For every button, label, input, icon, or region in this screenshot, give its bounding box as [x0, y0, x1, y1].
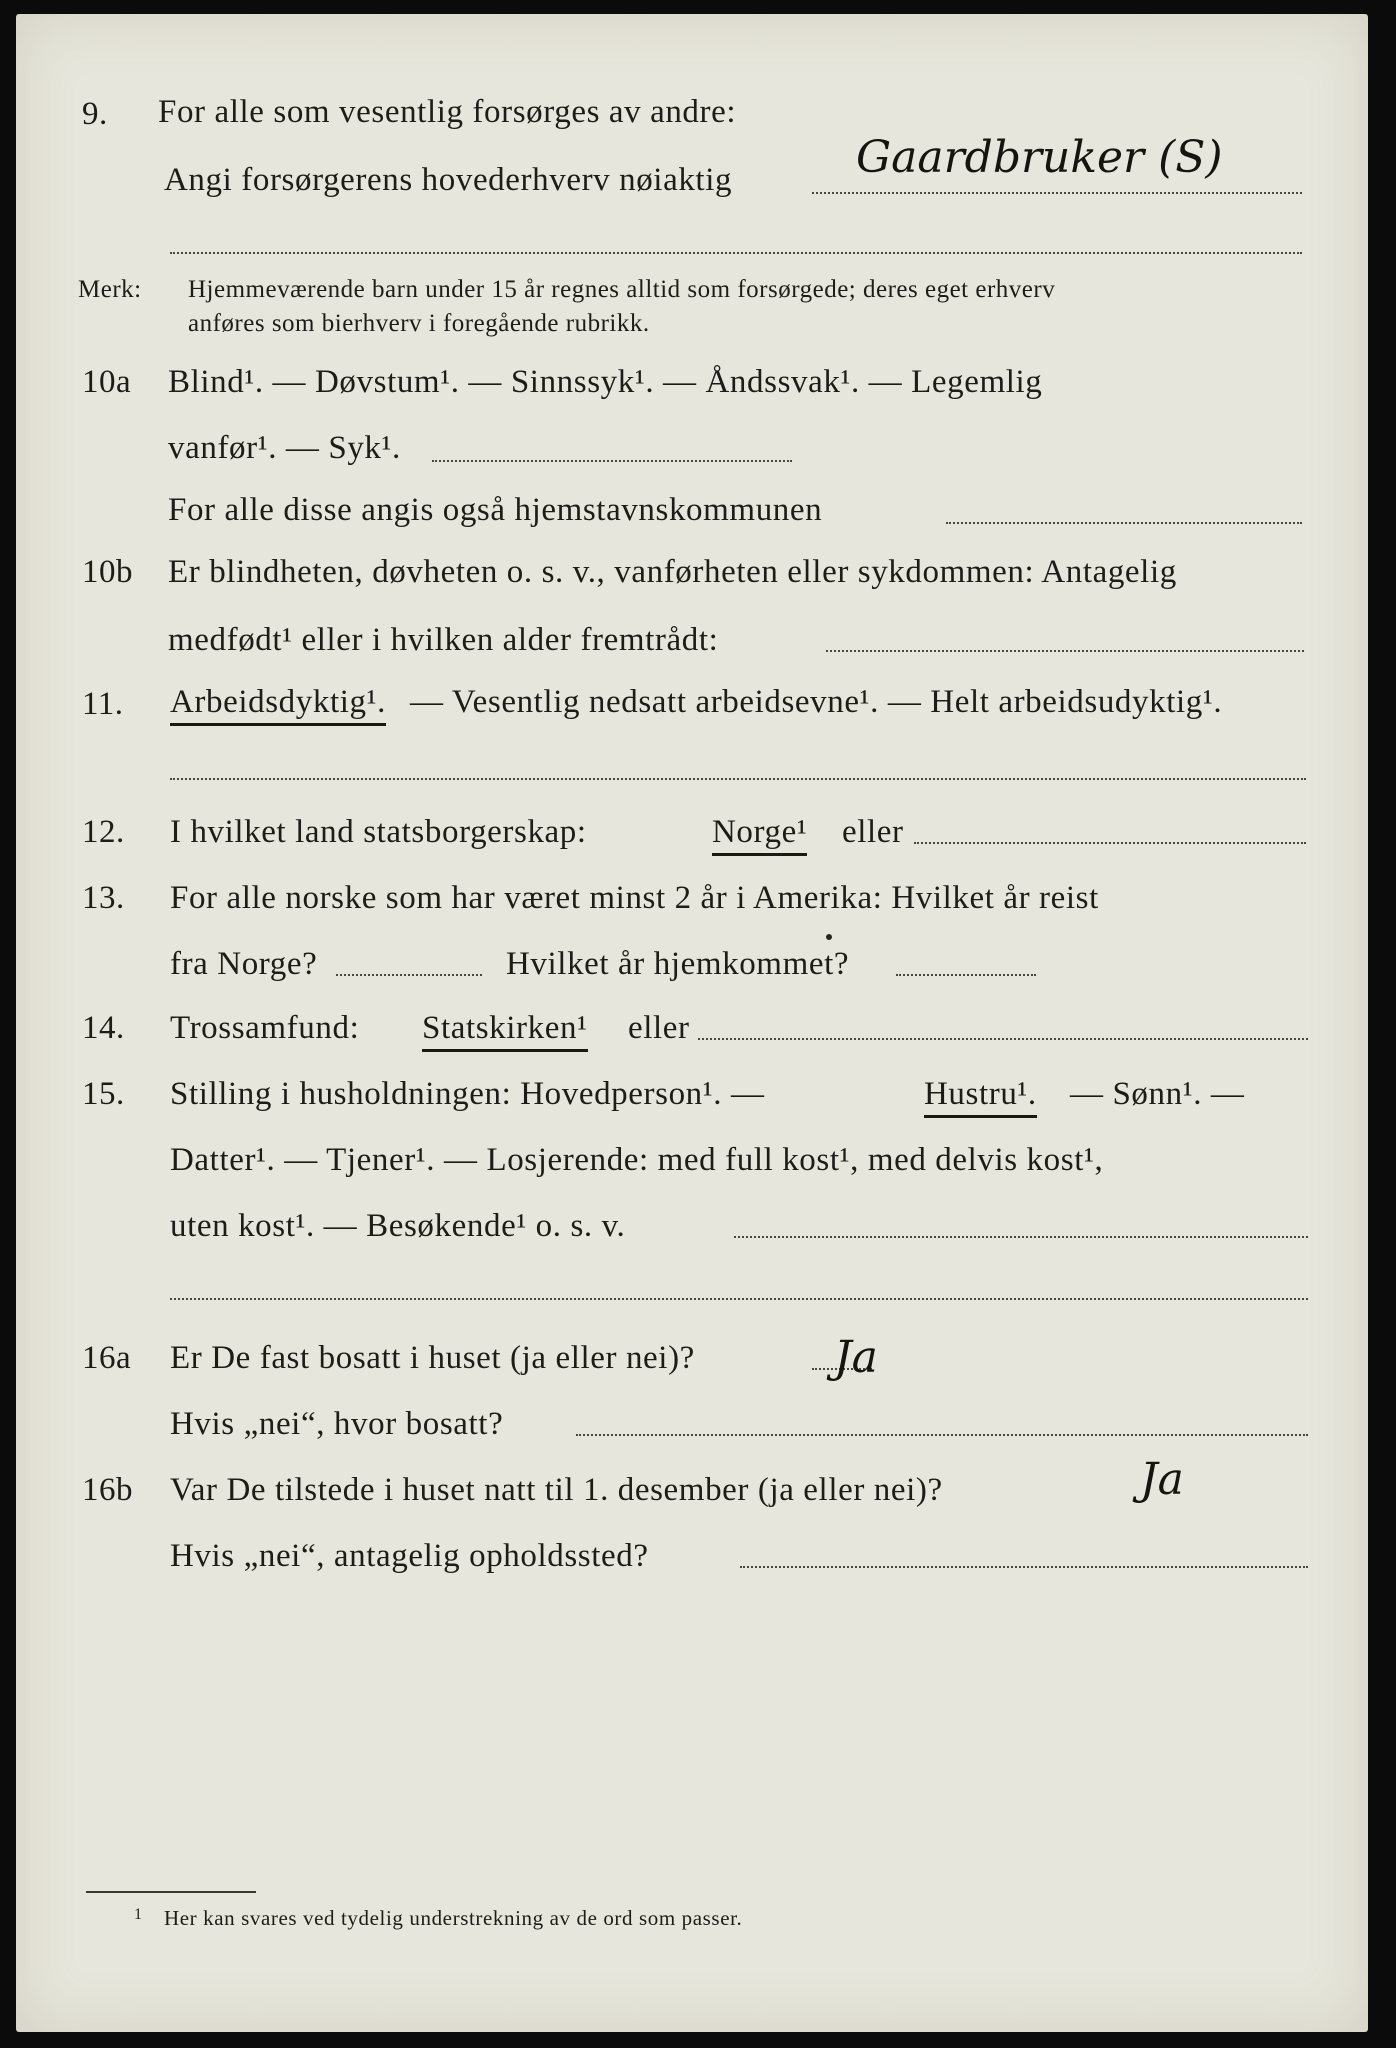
q16a-bosatt-line — [576, 1434, 1308, 1436]
q12-answer-line — [914, 842, 1306, 844]
q10b-line1: Er blindheten, døvheten o. s. v., vanførheten eller sykdommen: Antagelig — [168, 554, 1177, 590]
q14-option-statskirken-underlined: Statskirken¹ — [422, 1010, 588, 1052]
q13-hjemkommet-line — [896, 974, 1036, 976]
q15-line1b: — Sønn¹. — — [1070, 1076, 1245, 1112]
q10a-line1: Blind¹. — Døvstum¹. — Sinnssyk¹. — Åndssvak¹. — Legemlig — [168, 364, 1043, 400]
q11-number: 11. — [82, 686, 124, 722]
q15-extra-line — [170, 1298, 1308, 1300]
q16b-number: 16b — [82, 1472, 133, 1508]
q15-line2: Datter¹. — Tjener¹. — Losjerende: med full kost¹, med delvis kost¹, — [170, 1142, 1104, 1178]
q15-line1a: Stilling i husholdningen: Hovedperson¹. — — [170, 1076, 765, 1112]
q9-line1: For alle som vesentlig forsørges av andre: — [158, 94, 737, 130]
q9-line2: Angi forsørgerens hovederhverv nøiaktig — [164, 162, 733, 198]
q14-prefix: Trossamfund: — [170, 1010, 360, 1046]
q12-option-norge-underlined: Norge¹ — [712, 814, 807, 856]
q16a-number: 16a — [82, 1340, 132, 1376]
q13-number: 13. — [82, 880, 125, 916]
q12-suffix: eller — [842, 814, 904, 850]
merk-line1: Hjemmeværende barn under 15 år regnes alltid som forsørgede; deres eget erhverv — [188, 276, 1056, 303]
merk-label: Merk: — [78, 276, 142, 303]
q10a-number: 10a — [82, 364, 132, 400]
footnote-mark: 1 — [134, 1906, 143, 1923]
q9-answer-line — [812, 192, 1302, 194]
q10a-kommune-line — [946, 522, 1302, 524]
q10b-number: 10b — [82, 554, 133, 590]
q12-prefix: I hvilket land statsborgerskap: — [170, 814, 587, 850]
q10a-line3: For alle disse angis også hjemstavnskommunen — [168, 492, 823, 528]
q15-answer-line — [734, 1236, 1308, 1238]
q10b-line2: medfødt¹ eller i hvilken alder fremtrådt: — [168, 622, 719, 658]
q11-option-arbeidsdyktig-underlined: Arbeidsdyktig¹. — [170, 684, 386, 726]
q16a-line2: Hvis „nei“, hvor bosatt? — [170, 1406, 504, 1442]
q16b-opholdssted-line — [740, 1566, 1308, 1568]
footnote-rule — [86, 1891, 256, 1893]
census-form-page — [16, 14, 1368, 2032]
q14-suffix: eller — [628, 1010, 690, 1046]
q15-option-hustru-underlined: Hustru¹. — [924, 1076, 1037, 1118]
q14-number: 14. — [82, 1010, 125, 1046]
q13-line1: For alle norske som har været minst 2 år i Amerika: Hvilket år reist — [170, 880, 1099, 916]
q15-line3: uten kost¹. — Besøkende¹ o. s. v. — [170, 1208, 626, 1244]
q16b-answer-handwritten: Ja — [1140, 1454, 1184, 1505]
q11-rest: — Vesentlig nedsatt arbeidsevne¹. — Helt arbeidsudyktig¹. — [410, 684, 1223, 720]
q16b-line2: Hvis „nei“, antagelig opholdssted? — [170, 1538, 649, 1574]
q15-number: 15. — [82, 1076, 125, 1112]
q10b-answer-line — [826, 650, 1304, 652]
q16a-line1: Er De fast bosatt i huset (ja eller nei)? — [170, 1340, 695, 1376]
q9-answer-handwritten: Gaardbruker (S) — [856, 132, 1223, 183]
q13-reist-line — [336, 974, 482, 976]
q12-number: 12. — [82, 814, 125, 850]
q16b-line1: Var De tilstede i huset natt til 1. desember (ja eller nei)? — [170, 1472, 943, 1508]
q13-line2a: fra Norge? — [170, 946, 318, 982]
q10a-syk-line — [432, 460, 792, 462]
q13-line2b: Hvilket år hjemkommet? — [506, 946, 850, 982]
q11-extra-line — [170, 778, 1306, 780]
ink-dot — [826, 934, 832, 940]
q9-number: 9. — [82, 96, 108, 132]
q14-answer-line — [698, 1038, 1308, 1040]
q16a-answer-handwritten: Ja — [834, 1332, 878, 1383]
footnote-text: Her kan svares ved tydelig understrekning av de ord som passer. — [164, 1906, 743, 1930]
q9-extra-line — [170, 252, 1302, 254]
q10a-line2: vanfør¹. — Syk¹. — [168, 430, 401, 466]
merk-line2: anføres som bierhverv i foregående rubrikk. — [188, 310, 650, 337]
